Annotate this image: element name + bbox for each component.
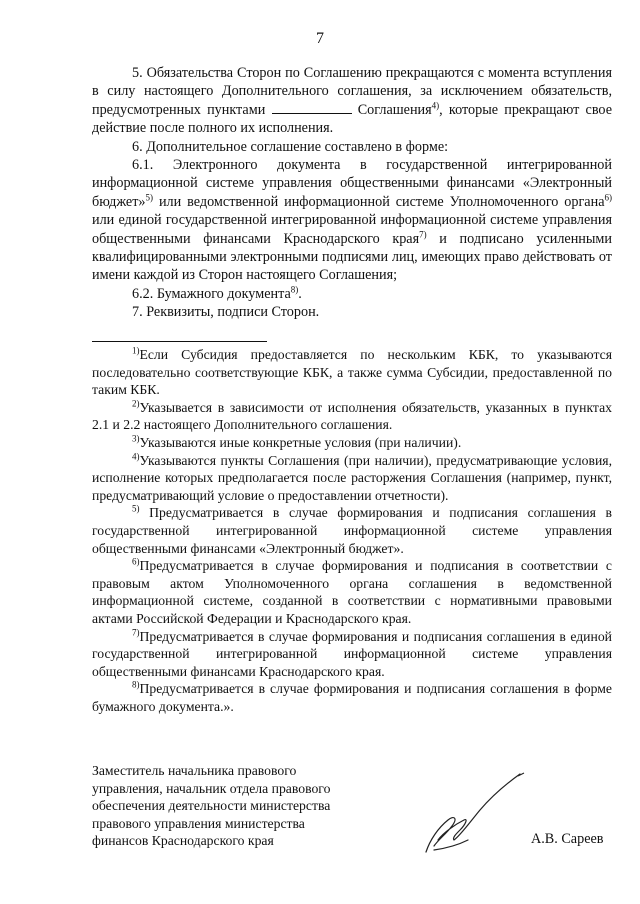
signatory-name: А.В. Сареев [531,831,604,847]
paragraph-5: 5. Обязательства Сторон по Соглашению прекращаются с момента вступления в силу настоящего Дополнительного соглашения, за исключением обязательств, предусмотренных пунктами Соглашения$^{4)}$, которые прекращают свое действие после полного их исполнения. [92,65,612,137]
footnote-6: $^{6)}$Предусматривается в случае формирования и подписания в соответствии с правовым актом Уполномоченного органа соглашения в ведомственной информационной системе, созданной в соответствии с нормативными правовыми актами Российской Федерации и Краснодарского края. [92,556,612,626]
blank-underline [272,102,352,114]
footnote-1: $^{1)}$Если Субсидия предоставляется по нескольким КБК, то указываются последовательно соответствующие КБК, а также сумма Субсидии, предоставленной по таким КБК. [92,345,612,398]
footnote-ref: 4) [431,100,440,111]
footnote-7: $^{7)}$Предусматривается в случае формирования и подписания соглашения в единой государственной интегрированной информационной системе управления общественными финансами Краснодарского края. [92,626,612,679]
footnote-mark: 7) [132,626,140,637]
footnote-5: $^{5)}$ Предусматривается в случае формирования и подписания соглашения в государственной интегрированной информационной системе управления общественными финансами «Электронный бюджет». [92,503,612,556]
footnote-mark: 4) [132,451,140,461]
footnote-ref: 5) [145,192,154,203]
footnote-mark: 2) [132,398,140,409]
footnote-3: $^{3)}$Указываются иные конкретные условия (при наличии). [132,433,462,450]
footnote-mark: 1) [132,345,140,356]
footnote-mark: 5) [132,503,140,514]
page-number: 7 [316,30,324,47]
signatory-line: Заместитель начальника правового [92,763,297,778]
footnote-ref: 7) [419,228,427,239]
footnote-2: $^{2)}$Указывается в зависимости от исполнения обязательств, указанных в пунктах 2.1 и 2.2 настоящего Дополнительного соглашения. [92,398,612,433]
footnote-mark: 6) [132,556,140,567]
paragraph-7: 7. Реквизиты, подписи Сторон. [132,304,320,321]
footnote-8: $^{8)}$Предусматривается в случае формирования и подписания соглашения в форме бумажного документа.». [92,679,612,714]
handwritten-signature [408,770,538,860]
signatory-line: управления, начальник отдела правового [92,780,331,796]
document-body [92,64,612,322]
signatory-line: обеспечения деятельности министерства [92,798,331,813]
footnote-ref: 6) [604,192,612,203]
footnote-mark: 8) [132,679,140,690]
footnote-4: $^{4)}$Указываются пункты Соглашения (при наличии), предусматривающие условия, исполнение которых предполагается после расторжения Соглашения (например, пункт, предусматривающий условие о предоставлении отчетности). [92,451,612,503]
paragraph-6-2: 6.2. Бумажного документа$^{8)}$. [132,284,302,302]
signatory-position [92,762,392,850]
paragraph-6: 6. Дополнительное соглашение составлено в форме: [132,138,449,155]
signatory-line: финансов Краснодарского края [92,833,274,848]
footnote-ref: 8) [290,284,299,295]
footnotes [92,346,612,715]
signatory-line: правового управления министерства [92,815,305,831]
footnote-separator [92,341,267,342]
paragraph-6-1: 6.1. Электронного документа в государственной интегрированной информационной системе управления общественными финансами «Электронный бюджет»$^{5)}$ или ведомственной информационной системе Уполномоченного органа$^{6)}$ или единой государственной интегрированной информационной системе управления общественными финансами Краснодарского края$^{7)}$ и подписано усиленными квалифицированными электронными подписями лиц, имеющих право действовать от имени каждой из Сторон настоящего Соглашения; [92,157,612,284]
footnote-mark: 3) [132,433,140,444]
